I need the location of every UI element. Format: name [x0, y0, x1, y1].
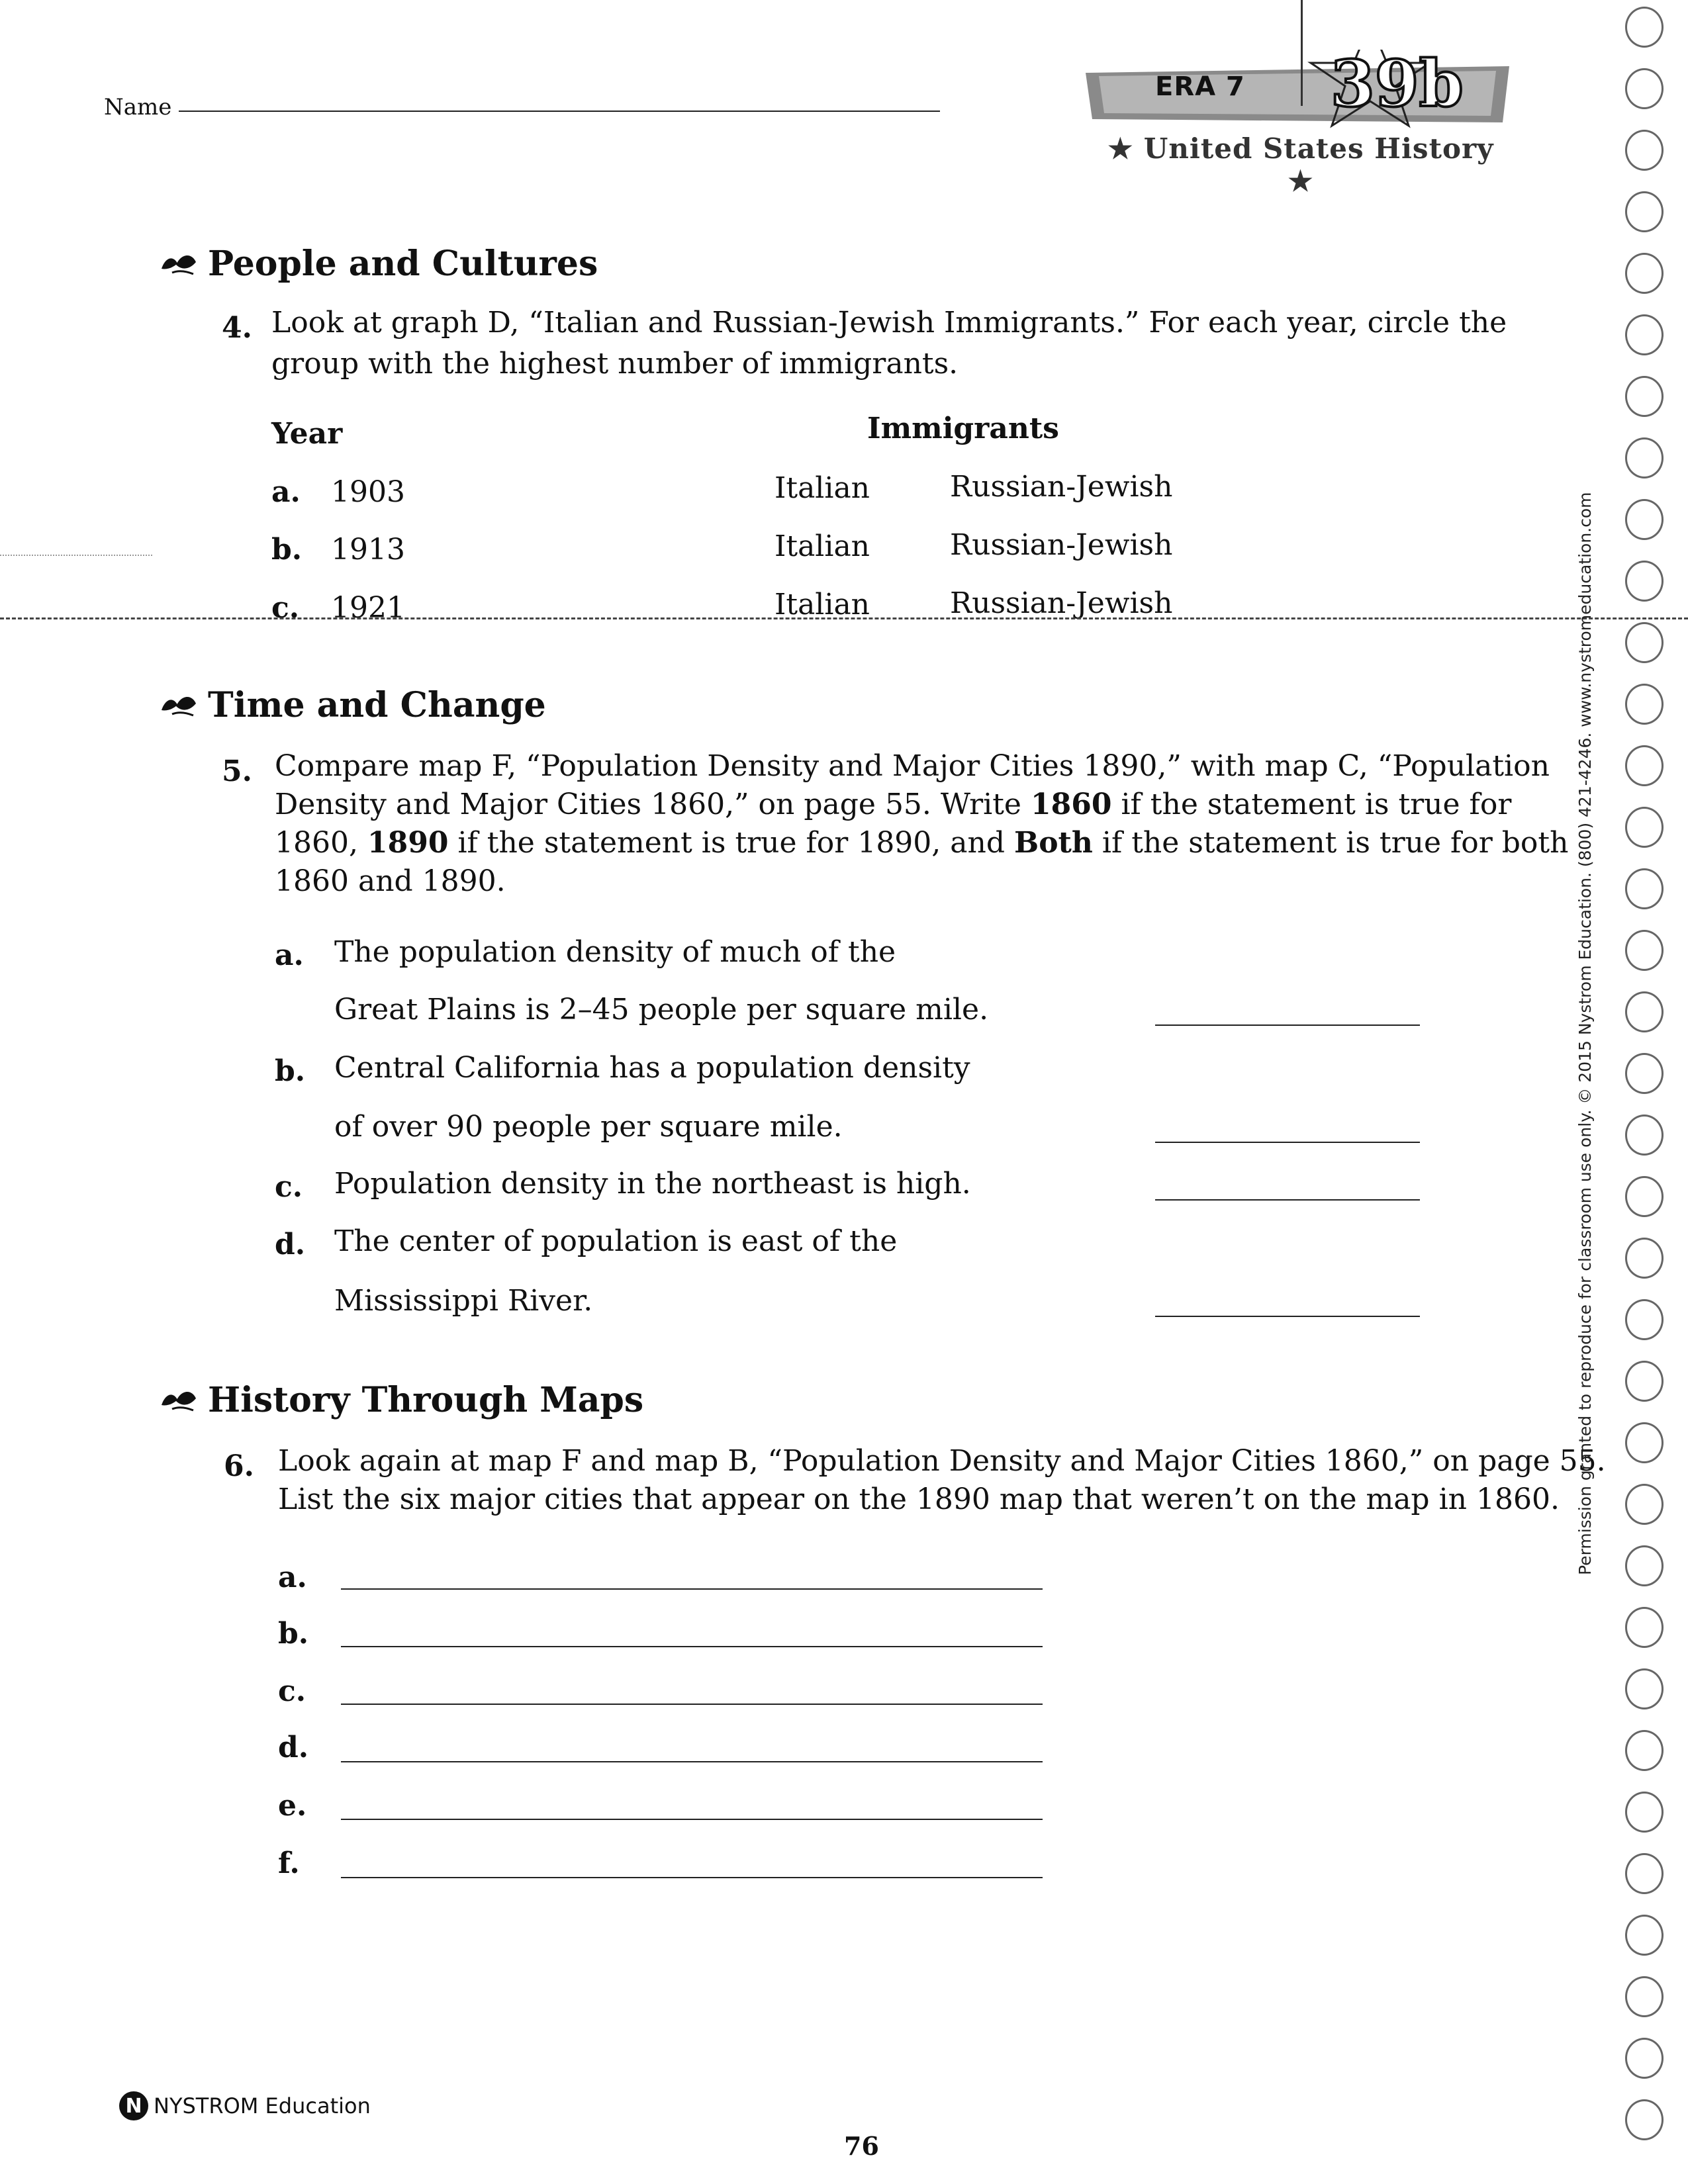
subtitle: ★ United States History ★ — [1107, 132, 1494, 197]
nystrom-logo-icon: N — [119, 2091, 148, 2120]
option-russian-jewish[interactable]: Russian-Jewish — [950, 528, 1173, 562]
section-heading-people: People and Cultures — [159, 244, 598, 284]
question-text: group with the highest number of immigrants. — [271, 347, 959, 381]
name-field[interactable] — [179, 111, 940, 112]
question-number: 6. — [224, 1449, 254, 1483]
spiral-binding — [1625, 7, 1665, 2161]
dotted-line — [0, 555, 152, 556]
option-russian-jewish[interactable]: Russian-Jewish — [950, 586, 1173, 620]
question-text: List the six major cities that appear on the 1890 map that weren’t on the map in 1860. — [278, 1482, 1560, 1516]
cut-line — [0, 617, 1688, 619]
answer-blank[interactable] — [1155, 1199, 1420, 1201]
answer-blank[interactable] — [341, 1877, 1043, 1878]
answer-blank[interactable] — [341, 1646, 1043, 1647]
option-italian[interactable]: Italian — [774, 529, 870, 563]
answer-blank[interactable] — [1155, 1024, 1420, 1026]
answer-blank[interactable] — [341, 1819, 1043, 1820]
option-italian[interactable]: Italian — [774, 588, 870, 621]
leaf-ornament-icon — [159, 250, 199, 278]
question-number: 4. — [222, 311, 252, 345]
header-divider — [1301, 0, 1303, 106]
option-italian[interactable]: Italian — [774, 471, 870, 505]
question-text: 1860, 1890 if the statement is true for 1890, and Both if the statement is true for both — [275, 826, 1569, 860]
question-text: Density and Major Cities 1860,” on page 55. Write 1860 if the statement is true for — [275, 788, 1512, 821]
column-header-immigrants: Immigrants — [867, 412, 1059, 445]
publisher-name: NYSTROM Education — [154, 2093, 371, 2118]
section-heading-maps: History Through Maps — [159, 1380, 643, 1420]
copyright-note: Permission granted to reproduce for classroom use only. © 2015 Nystrom Education. (800) 421-4246. www.nystromeducation.com — [1575, 492, 1595, 1575]
question-text: Look at graph D, “Italian and Russian-Jewish Immigrants.” For each year, circle the — [271, 306, 1507, 340]
question-text: Look again at map F and map B, “Population Density and Major Cities 1860,” on page 55. — [278, 1444, 1606, 1478]
column-header-year: Year — [271, 417, 343, 451]
answer-blank[interactable] — [341, 1704, 1043, 1705]
question-number: 5. — [222, 754, 252, 788]
leaf-ornament-icon — [159, 692, 199, 719]
question-text: Compare map F, “Population Density and Major Cities 1890,” with map C, “Population — [275, 749, 1550, 783]
section-heading-time: Time and Change — [159, 685, 546, 725]
answer-blank[interactable] — [1155, 1316, 1420, 1317]
answer-blank[interactable] — [341, 1588, 1043, 1590]
option-russian-jewish[interactable]: Russian-Jewish — [950, 470, 1173, 504]
answer-blank[interactable] — [341, 1761, 1043, 1762]
leaf-ornament-icon — [159, 1387, 199, 1414]
page-number: 76 — [844, 2131, 879, 2161]
name-label: Name — [104, 94, 172, 120]
lesson-number: 39b — [1331, 46, 1464, 121]
era-label: ERA 7 — [1155, 71, 1245, 102]
publisher-logo — [119, 2091, 371, 2120]
answer-blank[interactable] — [1155, 1142, 1420, 1143]
question-text: 1860 and 1890. — [275, 864, 506, 898]
